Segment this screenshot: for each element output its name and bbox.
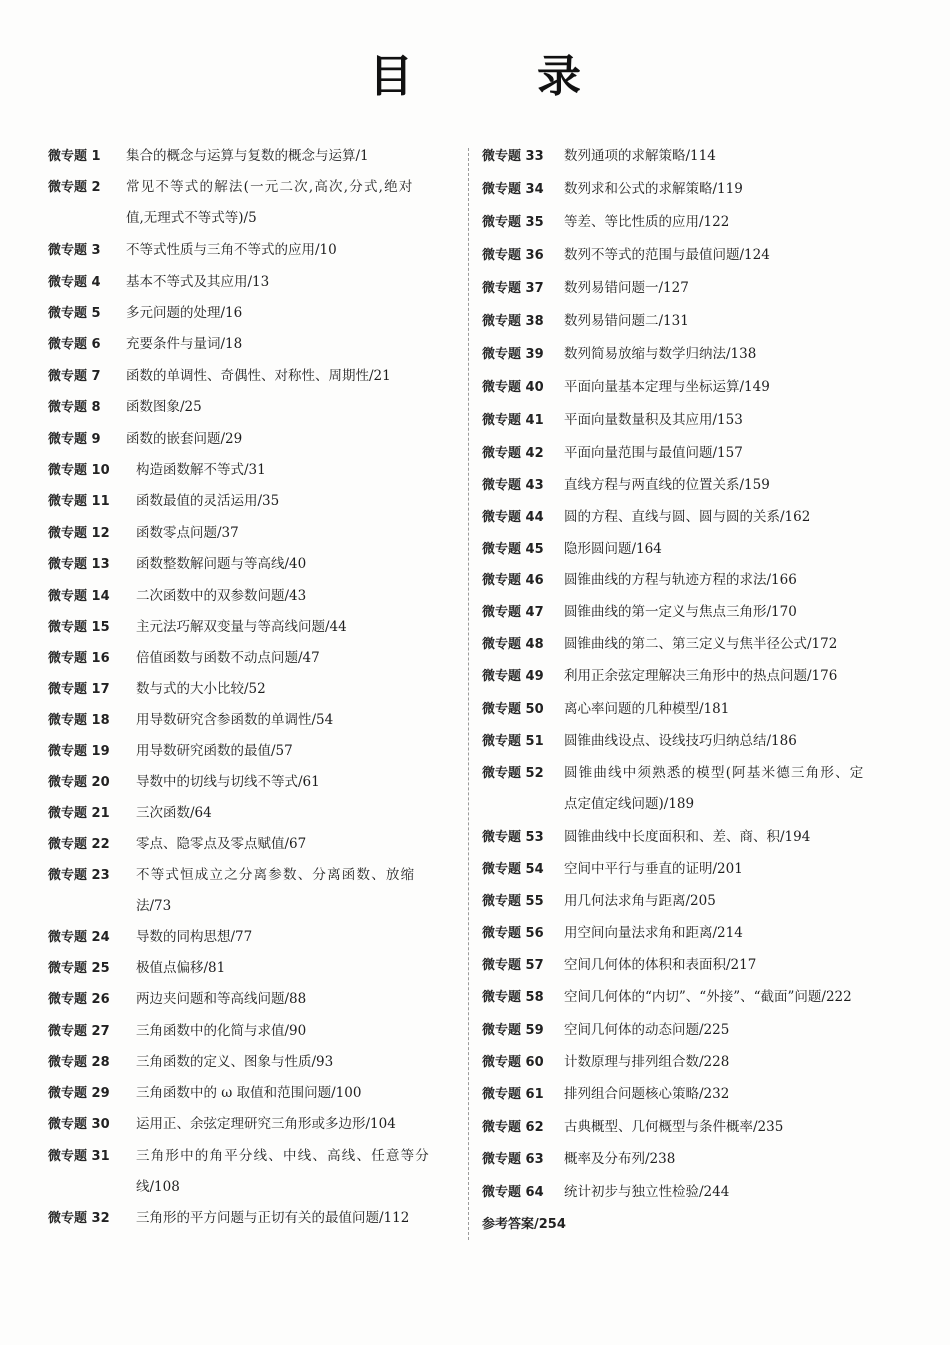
toc-entry bbox=[48, 1021, 307, 1042]
toc-entry bbox=[48, 803, 212, 824]
toc-entry-number: 微专题 13 bbox=[48, 557, 110, 572]
toc-entry-title: 数与式的大小比较/52 bbox=[136, 681, 266, 697]
toc-entry-title: 数列易错问题二/131 bbox=[564, 313, 689, 329]
toc-entry-title: 概率及分布列/238 bbox=[564, 1151, 676, 1167]
toc-entry-number: 微专题 33 bbox=[482, 149, 544, 164]
toc-entry bbox=[482, 1214, 566, 1235]
toc-entry-title: 圆锥曲线的第二、第三定义与焦半径公式/172 bbox=[564, 636, 838, 652]
toc-entry-number: 微专题 46 bbox=[482, 573, 544, 588]
toc-entry bbox=[482, 179, 743, 200]
toc-entry-number: 微专题 22 bbox=[48, 837, 110, 852]
toc-entry bbox=[482, 311, 689, 332]
toc-entry bbox=[48, 146, 369, 167]
toc-entry-number: 微专题 59 bbox=[482, 1023, 544, 1038]
toc-entry-number: 微专题 31 bbox=[48, 1149, 110, 1164]
toc-entry-number: 微专题 17 bbox=[48, 682, 110, 697]
toc-entry-number: 微专题 28 bbox=[48, 1055, 110, 1070]
toc-entry-title: 空间中平行与垂直的证明/201 bbox=[564, 861, 743, 877]
toc-entry-title: 三角函数中的化简与求值/90 bbox=[136, 1023, 307, 1039]
toc-entry-title: 函数的嵌套问题/29 bbox=[126, 431, 243, 447]
toc-entry bbox=[482, 1117, 784, 1138]
toc-entry bbox=[48, 1052, 334, 1073]
toc-entry-title: 计数原理与排列组合数/228 bbox=[564, 1054, 730, 1070]
toc-entry bbox=[482, 475, 770, 496]
toc-entry-title: 函数整数解问题与等高线/40 bbox=[136, 556, 307, 572]
toc-entry-title: 三角函数的定义、图象与性质/93 bbox=[136, 1054, 334, 1070]
toc-entry-number: 微专题 45 bbox=[482, 542, 544, 557]
toc-entry bbox=[48, 648, 320, 669]
toc-entry-number: 微专题 58 bbox=[482, 990, 544, 1005]
toc-entry-title: 不等式性质与三角不等式的应用/10 bbox=[126, 242, 337, 258]
toc-entry-number: 微专题 47 bbox=[482, 605, 544, 620]
toc-entry-title: 充要条件与量词/18 bbox=[126, 336, 243, 352]
toc-entry bbox=[482, 731, 797, 752]
toc-entry bbox=[48, 834, 307, 855]
toc-entry bbox=[48, 679, 266, 700]
toc-entry-number: 微专题 3 bbox=[48, 243, 101, 258]
toc-entry bbox=[48, 710, 334, 731]
toc-entry-number: 微专题 15 bbox=[48, 620, 110, 635]
toc-entry-number: 微专题 8 bbox=[48, 400, 101, 415]
toc-entry-title: 圆锥曲线的方程与轨迹方程的求法/166 bbox=[564, 572, 797, 588]
toc-entry bbox=[482, 955, 757, 976]
toc-entry-number: 微专题 49 bbox=[482, 669, 544, 684]
toc-entry bbox=[48, 272, 270, 293]
toc-entry-number: 微专题 1 bbox=[48, 149, 101, 164]
toc-entry-number: 微专题 56 bbox=[482, 926, 544, 941]
toc-entry-number: 微专题 29 bbox=[48, 1086, 110, 1101]
toc-entry-number: 微专题 54 bbox=[482, 862, 544, 877]
toc-entry-title: 三角函数中的 ω 取值和范围问题/100 bbox=[136, 1085, 362, 1101]
toc-entry bbox=[48, 741, 293, 762]
toc-entry-number: 微专题 34 bbox=[482, 182, 544, 197]
toc-entry-title: 常见不等式的解法(一元二次,高次,分式,绝对 bbox=[126, 179, 414, 195]
toc-entry-number: 微专题 9 bbox=[48, 432, 101, 447]
toc-entry-number: 微专题 14 bbox=[48, 589, 110, 604]
toc-entry-title: 统计初步与独立性检验/244 bbox=[564, 1184, 730, 1200]
toc-entry bbox=[482, 891, 716, 912]
toc-entry-title: 多元问题的处理/16 bbox=[126, 305, 243, 321]
toc-entry-number: 微专题 10 bbox=[48, 463, 110, 478]
toc-entry bbox=[48, 617, 347, 638]
toc-entry-number: 微专题 57 bbox=[482, 958, 544, 973]
toc-entry bbox=[482, 377, 770, 398]
toc-entry bbox=[482, 827, 811, 848]
toc-entry bbox=[482, 570, 797, 591]
toc-entry-title: 隐形圆问题/164 bbox=[564, 541, 662, 557]
toc-entry-number: 微专题 39 bbox=[482, 347, 544, 362]
toc-entry-number: 微专题 53 bbox=[482, 830, 544, 845]
toc-entry-title: 空间几何体的动态问题/225 bbox=[564, 1022, 730, 1038]
toc-entry-number: 微专题 6 bbox=[48, 337, 101, 352]
toc-entry bbox=[48, 989, 307, 1010]
toc-entry-title: 圆锥曲线的第一定义与焦点三角形/170 bbox=[564, 604, 797, 620]
toc-entry-title: 导数中的切线与切线不等式/61 bbox=[136, 774, 320, 790]
toc-entry bbox=[48, 303, 243, 324]
toc-entry bbox=[48, 1083, 362, 1104]
toc-entry-number: 微专题 40 bbox=[482, 380, 544, 395]
column-divider bbox=[468, 148, 470, 1240]
toc-entry-title: 零点、隐零点及零点赋值/67 bbox=[136, 836, 307, 852]
toc-entry-title: 函数图象/25 bbox=[126, 399, 202, 415]
toc-entry-title: 数列易错问题一/127 bbox=[564, 280, 689, 296]
toc-entry bbox=[482, 987, 852, 1008]
toc-entry-title: 平面向量数量积及其应用/153 bbox=[564, 412, 743, 428]
toc-entry-title: 数列不等式的范围与最值问题/124 bbox=[564, 247, 770, 263]
toc-entry bbox=[48, 397, 202, 418]
toc-entry-number: 微专题 42 bbox=[482, 446, 544, 461]
toc-entry bbox=[482, 634, 838, 655]
toc-entry-title: 主元法巧解双变量与等高线问题/44 bbox=[136, 619, 347, 635]
toc-entry bbox=[48, 240, 337, 261]
toc-entry-number: 微专题 38 bbox=[482, 314, 544, 329]
toc-entry-number: 微专题 18 bbox=[48, 713, 110, 728]
toc-entry bbox=[482, 923, 743, 944]
toc-entry-title: 三角形的平方问题与正切有关的最值问题/112 bbox=[136, 1210, 410, 1226]
toc-entry-number: 微专题 37 bbox=[482, 281, 544, 296]
toc-entry-number: 微专题 36 bbox=[482, 248, 544, 263]
toc-entry bbox=[482, 146, 716, 167]
toc-entry bbox=[482, 1020, 730, 1041]
toc-entry-title: 直线方程与两直线的位置关系/159 bbox=[564, 477, 770, 493]
toc-entry-number: 微专题 11 bbox=[48, 494, 110, 509]
toc-entry-title: 导数的同构思想/77 bbox=[136, 929, 253, 945]
toc-entry-title: 空间几何体的体积和表面积/217 bbox=[564, 957, 757, 973]
toc-entry-title: 圆锥曲线中长度面积和、差、商、积/194 bbox=[564, 829, 811, 845]
toc-entry-title: 基本不等式及其应用/13 bbox=[126, 274, 270, 290]
toc-entry bbox=[48, 334, 243, 355]
toc-entry bbox=[482, 699, 730, 720]
toc-entry bbox=[48, 1146, 430, 1195]
toc-entry-title: 集合的概念与运算与复数的概念与运算/1 bbox=[126, 148, 369, 164]
toc-entry bbox=[482, 1052, 730, 1073]
toc-entry-title: 用导数研究函数的最值/57 bbox=[136, 743, 293, 759]
toc-entry-number: 微专题 26 bbox=[48, 992, 110, 1007]
toc-entry-title: 等差、等比性质的应用/122 bbox=[564, 214, 730, 230]
toc-entry-title: 用空间向量法求角和距离/214 bbox=[564, 925, 743, 941]
toc-entry-number: 微专题 51 bbox=[482, 734, 544, 749]
toc-entry-title-continued: 法/73 bbox=[136, 898, 172, 914]
toc-entry-number: 微专题 62 bbox=[482, 1120, 544, 1135]
toc-entry-number: 微专题 43 bbox=[482, 478, 544, 493]
toc-entry bbox=[482, 539, 662, 560]
toc-entry-title: 数列简易放缩与数学归纳法/138 bbox=[564, 346, 757, 362]
toc-entry bbox=[482, 1149, 676, 1170]
toc-entry-number: 微专题 50 bbox=[482, 702, 544, 717]
toc-entry bbox=[482, 507, 811, 528]
toc-entry bbox=[48, 177, 414, 226]
toc-entry bbox=[48, 865, 416, 914]
toc-entry-number: 微专题 52 bbox=[482, 766, 544, 781]
toc-entry bbox=[48, 586, 307, 607]
toc-entry bbox=[482, 859, 743, 880]
toc-entry-title: 数列求和公式的求解策略/119 bbox=[564, 181, 743, 197]
toc-entry bbox=[48, 491, 280, 512]
toc-entry bbox=[48, 772, 320, 793]
toc-entry bbox=[48, 460, 266, 481]
toc-entry bbox=[482, 278, 689, 299]
toc-entry-number: 微专题 5 bbox=[48, 306, 101, 321]
toc-entry-title-continued: 点定值定线问题)/189 bbox=[564, 796, 695, 812]
toc-entry-number: 微专题 48 bbox=[482, 637, 544, 652]
toc-entry-title: 圆锥曲线中须熟悉的模型(阿基米德三角形、定 bbox=[564, 765, 865, 781]
toc-entry bbox=[48, 1208, 410, 1229]
toc-entry-title: 利用正余弦定理解决三角形中的热点问题/176 bbox=[564, 668, 838, 684]
toc-entry bbox=[48, 927, 253, 948]
toc-entry-number: 微专题 44 bbox=[482, 510, 544, 525]
toc-entry-title: 数列通项的求解策略/114 bbox=[564, 148, 716, 164]
toc-entry-title: 用导数研究含参函数的单调性/54 bbox=[136, 712, 334, 728]
toc-entry-title: 倍值函数与函数不动点问题/47 bbox=[136, 650, 320, 666]
toc-entry bbox=[482, 763, 865, 812]
toc-entry-title: 函数最值的灵活运用/35 bbox=[136, 493, 280, 509]
toc-entry-title-continued: 线/108 bbox=[136, 1179, 180, 1195]
toc-entry-title: 二次函数中的双参数问题/43 bbox=[136, 588, 307, 604]
toc-entry bbox=[48, 523, 239, 544]
toc-entry-number: 微专题 64 bbox=[482, 1185, 544, 1200]
toc-entry bbox=[48, 429, 243, 450]
toc-entry-number: 参考答案/254 bbox=[482, 1217, 566, 1232]
toc-entry-title: 不等式恒成立之分离参数、分离函数、放缩 bbox=[136, 867, 416, 883]
toc-entry-number: 微专题 32 bbox=[48, 1211, 110, 1226]
toc-entry-title: 极值点偏移/81 bbox=[136, 960, 226, 976]
toc-entry-title: 离心率问题的几种模型/181 bbox=[564, 701, 730, 717]
toc-entry-number: 微专题 12 bbox=[48, 526, 110, 541]
toc-entry-title: 空间几何体的“内切”、“外接”、“截面”问题/222 bbox=[564, 989, 852, 1005]
toc-entry bbox=[482, 1084, 730, 1105]
toc-entry bbox=[482, 602, 797, 623]
toc-entry-title: 函数零点问题/37 bbox=[136, 525, 239, 541]
toc-entry bbox=[482, 443, 743, 464]
toc-entry-number: 微专题 35 bbox=[482, 215, 544, 230]
toc-entry bbox=[48, 1114, 396, 1135]
toc-entry bbox=[482, 344, 757, 365]
toc-entry-number: 微专题 16 bbox=[48, 651, 110, 666]
toc-entry-title: 圆锥曲线设点、设线技巧归纳总结/186 bbox=[564, 733, 797, 749]
toc-entry-title: 排列组合问题核心策略/232 bbox=[564, 1086, 730, 1102]
page-title: 目 录 bbox=[369, 51, 621, 102]
toc-entry-number: 微专题 60 bbox=[482, 1055, 544, 1070]
toc-entry-number: 微专题 21 bbox=[48, 806, 110, 821]
toc-entry-number: 微专题 27 bbox=[48, 1024, 110, 1039]
toc-entry bbox=[482, 212, 730, 233]
toc-entry bbox=[482, 666, 838, 687]
toc-entry-title: 平面向量范围与最值问题/157 bbox=[564, 445, 743, 461]
toc-entry-title: 运用正、余弦定理研究三角形或多边形/104 bbox=[136, 1116, 396, 1132]
toc-entry-number: 微专题 63 bbox=[482, 1152, 544, 1167]
toc-entry-title: 古典概型、几何概型与条件概率/235 bbox=[564, 1119, 784, 1135]
toc-entry-number: 微专题 23 bbox=[48, 868, 110, 883]
toc-entry-number: 微专题 7 bbox=[48, 369, 101, 384]
toc-entry-title: 构造函数解不等式/31 bbox=[136, 462, 266, 478]
toc-entry-number: 微专题 30 bbox=[48, 1117, 110, 1132]
toc-entry bbox=[482, 245, 770, 266]
toc-entry bbox=[482, 1182, 730, 1203]
toc-entry-number: 微专题 41 bbox=[482, 413, 544, 428]
toc-entry-title-continued: 值,无理式不等式等)/5 bbox=[126, 210, 257, 226]
toc-entry-number: 微专题 4 bbox=[48, 275, 101, 290]
toc-entry bbox=[48, 554, 307, 575]
toc-entry-number: 微专题 24 bbox=[48, 930, 110, 945]
toc-entry-number: 微专题 20 bbox=[48, 775, 110, 790]
toc-entry-title: 三角形中的角平分线、中线、高线、任意等分 bbox=[136, 1148, 430, 1164]
toc-entry-title: 平面向量基本定理与坐标运算/149 bbox=[564, 379, 770, 395]
toc-entry-number: 微专题 61 bbox=[482, 1087, 544, 1102]
toc-entry-title: 圆的方程、直线与圆、圆与圆的关系/162 bbox=[564, 509, 811, 525]
toc-entry bbox=[48, 958, 226, 979]
toc-entry-number: 微专题 2 bbox=[48, 180, 101, 195]
toc-entry-title: 用几何法求角与距离/205 bbox=[564, 893, 716, 909]
toc-entry-title: 函数的单调性、奇偶性、对称性、周期性/21 bbox=[126, 368, 391, 384]
toc-entry-title: 三次函数/64 bbox=[136, 805, 212, 821]
toc-entry bbox=[482, 410, 743, 431]
toc-entry-number: 微专题 55 bbox=[482, 894, 544, 909]
toc-entry-number: 微专题 25 bbox=[48, 961, 110, 976]
toc-entry-number: 微专题 19 bbox=[48, 744, 110, 759]
toc-entry-title: 两边夹问题和等高线问题/88 bbox=[136, 991, 307, 1007]
toc-entry bbox=[48, 366, 391, 387]
